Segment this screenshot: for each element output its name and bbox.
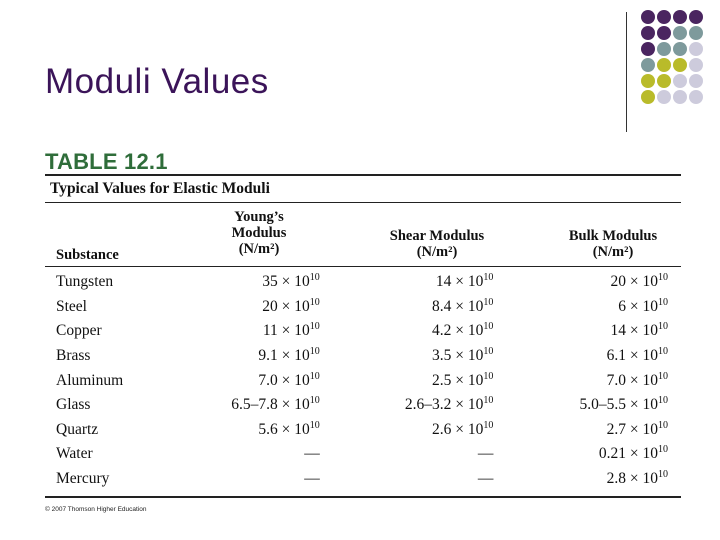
table-row bbox=[45, 442, 681, 467]
table-row bbox=[45, 319, 681, 344]
table-row bbox=[45, 270, 681, 295]
table-row bbox=[45, 393, 681, 418]
substance-cell: Glass bbox=[56, 396, 91, 414]
substance-cell: Copper bbox=[56, 322, 102, 340]
decorative-dot bbox=[641, 10, 655, 24]
young-modulus-cell bbox=[203, 418, 320, 443]
table-row bbox=[45, 344, 681, 369]
shear-value: — bbox=[477, 470, 494, 488]
decorative-dot bbox=[689, 74, 703, 88]
bulk-exponent: 10 bbox=[658, 370, 668, 382]
substance-cell: Quartz bbox=[56, 420, 99, 438]
decorative-dot bbox=[689, 58, 703, 72]
decorative-dot bbox=[673, 10, 687, 24]
bulk-exponent: 10 bbox=[658, 346, 668, 358]
bulk-value: 0.21 × 10 bbox=[598, 445, 658, 463]
shear-exponent: 10 bbox=[483, 395, 494, 407]
substance-cell: Mercury bbox=[56, 470, 110, 488]
young-modulus-cell bbox=[203, 319, 320, 344]
bulk-modulus-cell bbox=[493, 442, 681, 467]
substance-cell: Brass bbox=[56, 347, 91, 365]
bulk-exponent: 10 bbox=[658, 321, 668, 333]
young-value: — bbox=[304, 445, 320, 463]
young-exponent: 10 bbox=[309, 321, 320, 333]
young-modulus-cell bbox=[203, 442, 320, 467]
table-row bbox=[45, 368, 681, 393]
slide-title: Moduli Values bbox=[45, 62, 269, 101]
decorative-dot bbox=[657, 42, 671, 56]
shear-modulus-cell bbox=[320, 368, 494, 393]
shear-modulus-cell bbox=[320, 467, 494, 492]
bulk-value: 7.0 × 10 bbox=[606, 371, 658, 389]
header-young-modulus: Young’s Modulus (N/m²) bbox=[231, 209, 287, 257]
shear-value: 2.6–3.2 × 10 bbox=[404, 396, 484, 414]
shear-exponent: 10 bbox=[483, 296, 494, 308]
bulk-value: 20 × 10 bbox=[610, 273, 658, 291]
young-exponent: 10 bbox=[309, 272, 320, 284]
young-value: 9.1 × 10 bbox=[258, 347, 310, 365]
young-modulus-cell bbox=[203, 467, 320, 492]
shear-modulus-cell bbox=[320, 319, 494, 344]
bulk-modulus-cell bbox=[493, 418, 681, 443]
shear-exponent: 10 bbox=[483, 346, 494, 358]
young-exponent: 10 bbox=[309, 296, 320, 308]
bulk-modulus-cell bbox=[493, 467, 681, 492]
shear-modulus-cell bbox=[320, 393, 494, 418]
decorative-dot bbox=[641, 74, 655, 88]
young-value: 5.6 × 10 bbox=[258, 420, 310, 438]
bulk-modulus-cell bbox=[493, 344, 681, 369]
young-value: 20 × 10 bbox=[262, 297, 310, 315]
bulk-value: 5.0–5.5 × 10 bbox=[579, 396, 658, 414]
table-row bbox=[45, 418, 681, 443]
bulk-modulus-cell bbox=[493, 270, 681, 295]
shear-value: 2.5 × 10 bbox=[432, 371, 484, 389]
shear-modulus-cell bbox=[320, 344, 494, 369]
decorative-dot bbox=[641, 58, 655, 72]
bulk-exponent: 10 bbox=[658, 469, 668, 481]
shear-value: 8.4 × 10 bbox=[432, 297, 484, 315]
young-value: — bbox=[304, 470, 320, 488]
header-substance: Substance bbox=[56, 247, 119, 263]
young-exponent: 10 bbox=[309, 370, 320, 382]
decorative-dot bbox=[673, 74, 687, 88]
decorative-dot bbox=[689, 10, 703, 24]
shear-value: 3.5 × 10 bbox=[432, 347, 484, 365]
table-label: TABLE 12.1 bbox=[45, 149, 168, 174]
decorative-dot bbox=[689, 90, 703, 104]
decorative-dot bbox=[641, 26, 655, 40]
header-rule bbox=[45, 266, 681, 267]
caption-rule bbox=[45, 202, 681, 203]
header-shear-modulus: Shear Modulus (N/m²) bbox=[389, 228, 485, 260]
shear-value: — bbox=[477, 445, 494, 463]
shear-value: 14 × 10 bbox=[435, 273, 484, 291]
moduli-table bbox=[45, 270, 681, 491]
substance-cell: Steel bbox=[56, 297, 87, 315]
young-exponent: 10 bbox=[309, 419, 320, 431]
table-top-rule bbox=[45, 174, 681, 176]
decorative-divider bbox=[626, 12, 627, 132]
shear-exponent: 10 bbox=[483, 370, 494, 382]
bulk-value: 6 × 10 bbox=[618, 297, 658, 315]
young-modulus-cell bbox=[203, 368, 320, 393]
bulk-modulus-cell bbox=[493, 393, 681, 418]
bulk-value: 14 × 10 bbox=[610, 322, 658, 340]
bulk-modulus-cell bbox=[493, 368, 681, 393]
decorative-dot bbox=[673, 58, 687, 72]
decorative-dot bbox=[657, 58, 671, 72]
shear-value: 4.2 × 10 bbox=[432, 322, 484, 340]
bulk-exponent: 10 bbox=[658, 395, 668, 407]
bulk-value: 2.7 × 10 bbox=[606, 420, 658, 438]
substance-cell: Water bbox=[56, 445, 93, 463]
shear-exponent: 10 bbox=[483, 419, 494, 431]
bulk-value: 6.1 × 10 bbox=[606, 347, 658, 365]
young-modulus-cell bbox=[203, 295, 320, 320]
decorative-dot bbox=[673, 42, 687, 56]
header-bulk-modulus: Bulk Modulus (N/m²) bbox=[568, 228, 658, 260]
shear-exponent: 10 bbox=[483, 321, 494, 333]
table-row bbox=[45, 295, 681, 320]
bulk-exponent: 10 bbox=[658, 272, 668, 284]
decorative-dot bbox=[657, 74, 671, 88]
young-exponent: 10 bbox=[309, 346, 320, 358]
young-value: 11 × 10 bbox=[262, 322, 310, 340]
young-value: 35 × 10 bbox=[262, 273, 310, 291]
bulk-exponent: 10 bbox=[658, 296, 668, 308]
bulk-exponent: 10 bbox=[658, 444, 668, 456]
decorative-dot bbox=[673, 90, 687, 104]
decorative-dot bbox=[657, 26, 671, 40]
shear-modulus-cell bbox=[320, 270, 494, 295]
shear-modulus-cell bbox=[320, 442, 494, 467]
young-value: 7.0 × 10 bbox=[258, 371, 310, 389]
shear-value: 2.6 × 10 bbox=[432, 420, 484, 438]
shear-exponent: 10 bbox=[483, 272, 494, 284]
bulk-modulus-cell bbox=[493, 295, 681, 320]
bulk-value: 2.8 × 10 bbox=[606, 470, 658, 488]
decorative-dot bbox=[641, 90, 655, 104]
substance-cell: Aluminum bbox=[56, 371, 124, 389]
decorative-dot bbox=[641, 42, 655, 56]
table-row bbox=[45, 467, 681, 492]
table-caption: Typical Values for Elastic Moduli bbox=[50, 180, 270, 197]
decorative-dot bbox=[689, 26, 703, 40]
copyright-notice: © 2007 Thomson Higher Education bbox=[45, 506, 147, 513]
shear-modulus-cell bbox=[320, 418, 494, 443]
bulk-modulus-cell bbox=[493, 319, 681, 344]
table-bottom-rule bbox=[45, 496, 681, 498]
decorative-dot bbox=[673, 26, 687, 40]
bulk-exponent: 10 bbox=[658, 419, 668, 431]
decorative-dot bbox=[657, 90, 671, 104]
decorative-dot bbox=[689, 42, 703, 56]
decorative-dot bbox=[657, 10, 671, 24]
young-value: 6.5–7.8 × 10 bbox=[231, 396, 310, 414]
young-modulus-cell bbox=[203, 393, 320, 418]
young-modulus-cell bbox=[203, 344, 320, 369]
young-exponent: 10 bbox=[309, 395, 320, 407]
shear-modulus-cell bbox=[320, 295, 494, 320]
substance-cell: Tungsten bbox=[56, 273, 114, 291]
young-modulus-cell bbox=[203, 270, 320, 295]
